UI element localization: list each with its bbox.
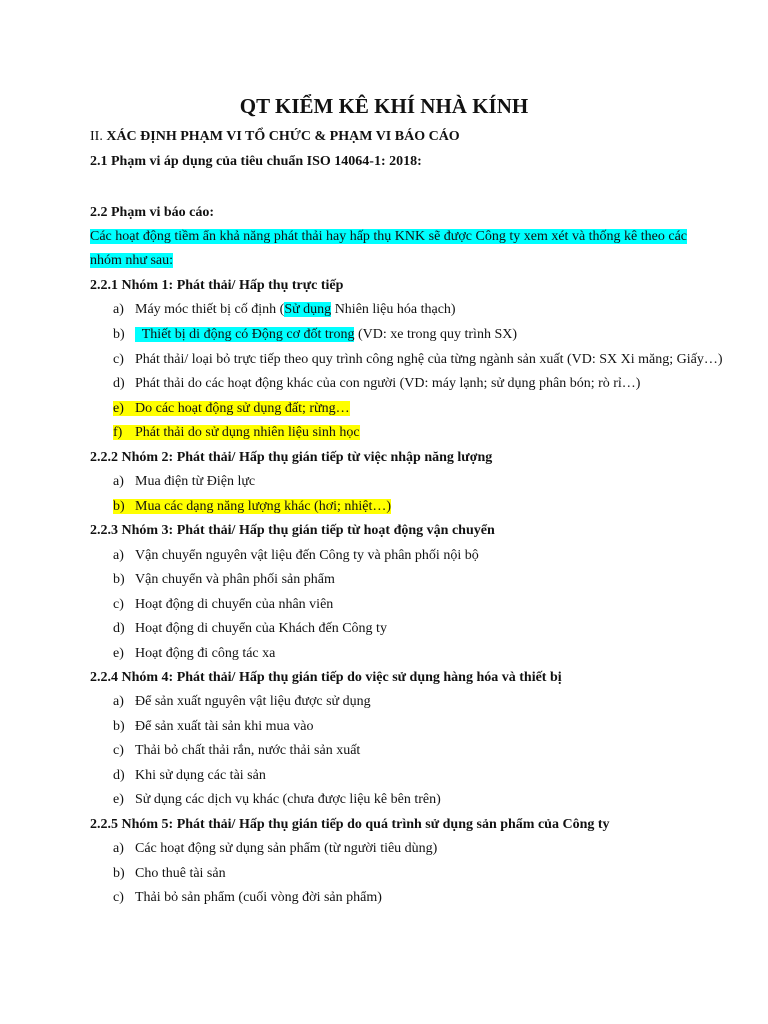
list-item: a) Để sản xuất nguyên vật liệu được sử dụng bbox=[113, 694, 371, 709]
list-item: c) Thải bỏ chất thải rắn, nước thải sản xuất bbox=[113, 743, 361, 758]
group1-heading: 2.2.1 Nhóm 1: Phát thải/ Hấp thụ trực tiếp bbox=[90, 278, 344, 293]
list-item: d) Khi sử dụng các tài sản bbox=[113, 768, 266, 783]
list-item: b) Cho thuê tài sản bbox=[113, 866, 226, 881]
list-item: e) Hoạt động đi công tác xa bbox=[113, 646, 276, 661]
intro-paragraph bbox=[90, 225, 718, 273]
section-prefix: II. bbox=[90, 129, 107, 144]
list-item: c) Hoạt động di chuyển của nhân viên bbox=[113, 597, 334, 612]
list-item: b) Mua các dạng năng lượng khác (hơi; nhiệt…) bbox=[113, 499, 392, 514]
document-title: QT KIỂM KÊ KHÍ NHÀ KÍNH bbox=[239, 94, 529, 118]
list-item: e) Sử dụng các dịch vụ khác (chưa được liệu kê bên trên) bbox=[113, 792, 441, 807]
list-item: e) Do các hoạt động sử dụng đất; rừng… bbox=[113, 401, 350, 416]
list-item: a) Mua điện từ Điện lực bbox=[113, 474, 256, 489]
list-item: c) Phát thải/ loại bỏ trực tiếp theo quy trình công nghệ của từng ngành sản xuất (VD: SX Xi măng; Giấy…) bbox=[113, 352, 723, 367]
list-item: b) Để sản xuất tài sản khi mua vào bbox=[113, 719, 314, 734]
section-title: XÁC ĐỊNH PHẠM VI TỔ CHỨC & PHẠM VI BÁO CÁO bbox=[106, 129, 460, 144]
group5-heading: 2.2.5 Nhóm 5: Phát thải/ Hấp thụ gián tiếp do quá trình sử dụng sản phẩm của Công ty bbox=[90, 817, 610, 832]
list-item: d) Hoạt động di chuyển của Khách đến Công ty bbox=[113, 621, 387, 636]
group4-heading: 2.2.4 Nhóm 4: Phát thải/ Hấp thụ gián tiếp do việc sử dụng hàng hóa và thiết bị bbox=[90, 670, 562, 685]
group2-heading: 2.2.2 Nhóm 2: Phát thải/ Hấp thụ gián tiếp từ việc nhập năng lượng bbox=[90, 450, 493, 465]
group3-heading: 2.2.3 Nhóm 3: Phát thải/ Hấp thụ gián tiếp từ hoạt động vận chuyển bbox=[90, 523, 495, 538]
list-item: a) Vận chuyển nguyên vật liệu đến Công ty và phân phối nội bộ bbox=[113, 548, 479, 563]
list-item: b) Thiết bị di động có Động cơ đốt trong (VD: xe trong quy trình SX) bbox=[113, 327, 518, 342]
list-item: c) Thải bỏ sản phẩm (cuối vòng đời sản phẩm) bbox=[113, 890, 382, 905]
subsection-2-1: 2.1 Phạm vi áp dụng của tiêu chuẩn ISO 14064-1: 2018: bbox=[90, 154, 422, 169]
list-item: b) Vận chuyển và phân phối sản phẩm bbox=[113, 572, 335, 587]
list-item: a) Các hoạt động sử dụng sản phẩm (từ người tiêu dùng) bbox=[113, 841, 438, 856]
list-item: f) Phát thải do sử dụng nhiên liệu sinh học bbox=[113, 425, 360, 440]
section-heading-ii bbox=[90, 127, 460, 147]
list-item: a) Máy móc thiết bị cố định (Sử dụng Nhiên liệu hóa thạch) bbox=[113, 302, 456, 317]
intro-text: Các hoạt động tiềm ẩn khả năng phát thải hay hấp thụ KNK sẽ được Công ty xem xét và thống kê theo các nhóm như sau: bbox=[90, 229, 688, 268]
list-item: d) Phát thải do các hoạt động khác của con người (VD: máy lạnh; sử dụng phân bón; rò rỉ…) bbox=[113, 376, 641, 391]
subsection-2-2: 2.2 Phạm vi báo cáo: bbox=[90, 205, 215, 220]
